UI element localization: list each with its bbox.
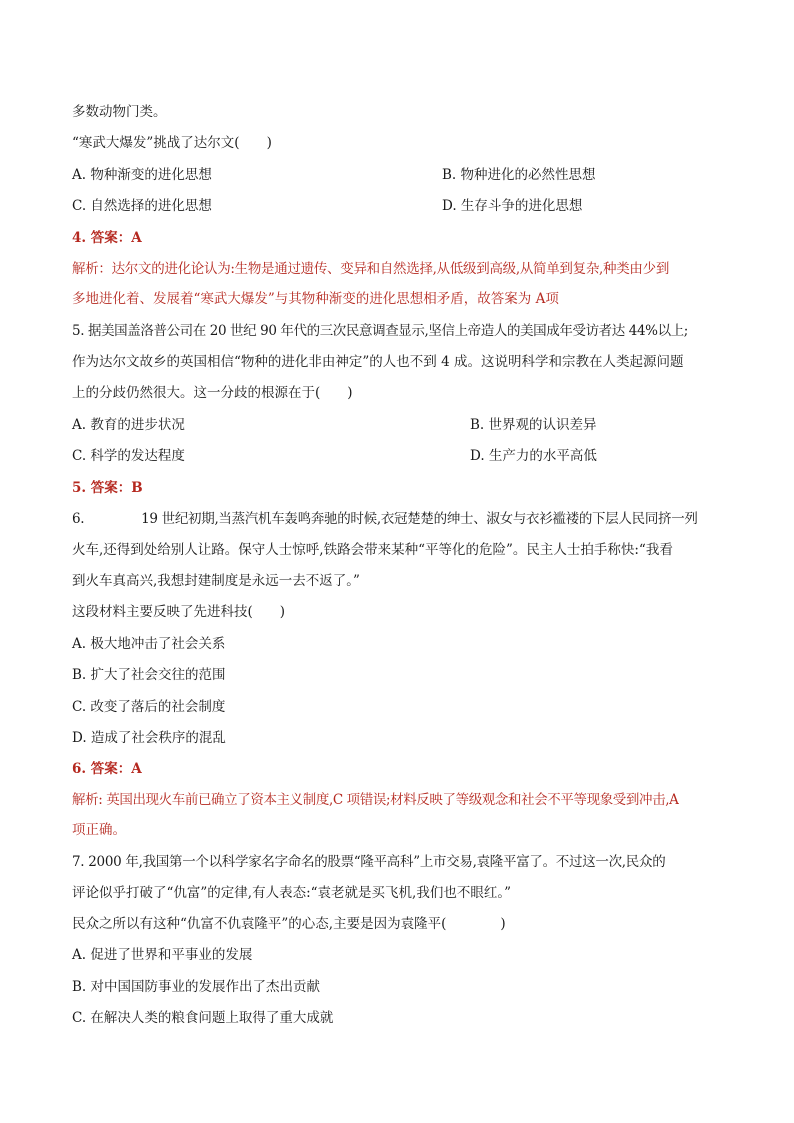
option-c: C. 改变了落后的社会制度 bbox=[72, 699, 226, 715]
explanation-text: 项正确。 bbox=[72, 822, 126, 838]
option-d: D. 生产力的水平高低 bbox=[470, 448, 597, 464]
answer-label: 5. 答案：B bbox=[72, 480, 143, 496]
question-stem: 评论似乎打破了“仇富”的定律,有人表态:“袁老就是买飞机,我们也不眼红。” bbox=[72, 885, 511, 901]
text-line: 多数动物门类。 bbox=[72, 104, 167, 120]
option-a: A. 物种渐变的进化思想 bbox=[72, 167, 212, 183]
question-stem: 6. 19 世纪初期,当蒸汽机车轰鸣奔驰的时候,衣冠楚楚的绅士、淑女与衣衫褴褛的下层人民同挤一列 bbox=[72, 511, 698, 527]
option-c: C. 科学的发达程度 bbox=[72, 448, 185, 464]
option-b: B. 对中国国防事业的发展作出了杰出贡献 bbox=[72, 979, 321, 995]
explanation-text: 解析：达尔文的进化论认为:生物是通过遗传、变异和自然选择,从低级到高级,从简单到复杂,种类由少到 bbox=[72, 261, 670, 277]
question-stem: “寒武大爆发”挑战了达尔文( ) bbox=[72, 135, 272, 151]
option-b: B. 物种进化的必然性思想 bbox=[442, 167, 596, 183]
option-b: B. 扩大了社会交往的范围 bbox=[72, 667, 226, 683]
option-c: C. 自然选择的进化思想 bbox=[72, 198, 212, 214]
question-stem: 火车,还得到处给别人让路。保守人士惊呼,铁路会带来某种“平等化的危险”。民主人士拍手称快:“我看 bbox=[72, 542, 673, 558]
explanation-text: 解析: 英国出现火车前已确立了资本主义制度,C 项错误;材料反映了等级观念和社会不平等现象受到冲击,A bbox=[72, 792, 679, 808]
answer-label: 4. 答案：A bbox=[72, 230, 142, 246]
option-b: B. 世界观的认识差异 bbox=[470, 417, 597, 433]
question-stem: 5. 据美国盖洛普公司在 20 世纪 90 年代的三次民意调查显示,坚信上帝造人的美国成年受访者达 44%以上; bbox=[72, 323, 688, 339]
option-a: A. 促进了世界和平事业的发展 bbox=[72, 947, 253, 963]
option-d: D. 造成了社会秩序的混乱 bbox=[72, 730, 226, 746]
question-stem: 上的分歧仍然很大。这一分歧的根源在于( ) bbox=[72, 385, 353, 401]
question-prompt: 这段材料主要反映了先进科技( ) bbox=[72, 604, 286, 620]
answer-label: 6. 答案：A bbox=[72, 761, 142, 777]
question-stem: 作为达尔文故乡的英国相信“物种的进化非由神定”的人也不到 4 成。这说明科学和宗教在人类起源问题 bbox=[72, 354, 684, 370]
option-a: A. 教育的进步状况 bbox=[72, 417, 185, 433]
option-c: C. 在解决人类的粮食问题上取得了重大成就 bbox=[72, 1010, 334, 1026]
option-d: D. 生存斗争的进化思想 bbox=[442, 198, 583, 214]
option-a: A. 极大地冲击了社会关系 bbox=[72, 636, 226, 652]
question-stem: 7. 2000 年,我国第一个以科学家名字命名的股票“隆平高科”上市交易,袁隆平富了。不过这一次,民众的 bbox=[72, 854, 666, 870]
question-stem: 到火车真高兴,我想封建制度是永远一去不返了。” bbox=[72, 573, 360, 589]
explanation-text: 多地进化着、发展着“寒武大爆发”与其物种渐变的进化思想相矛盾，故答案为 A项 bbox=[72, 291, 559, 307]
question-prompt: 民众之所以有这种“仇富不仇袁隆平”的心态,主要是因为袁隆平( ) bbox=[72, 916, 506, 932]
